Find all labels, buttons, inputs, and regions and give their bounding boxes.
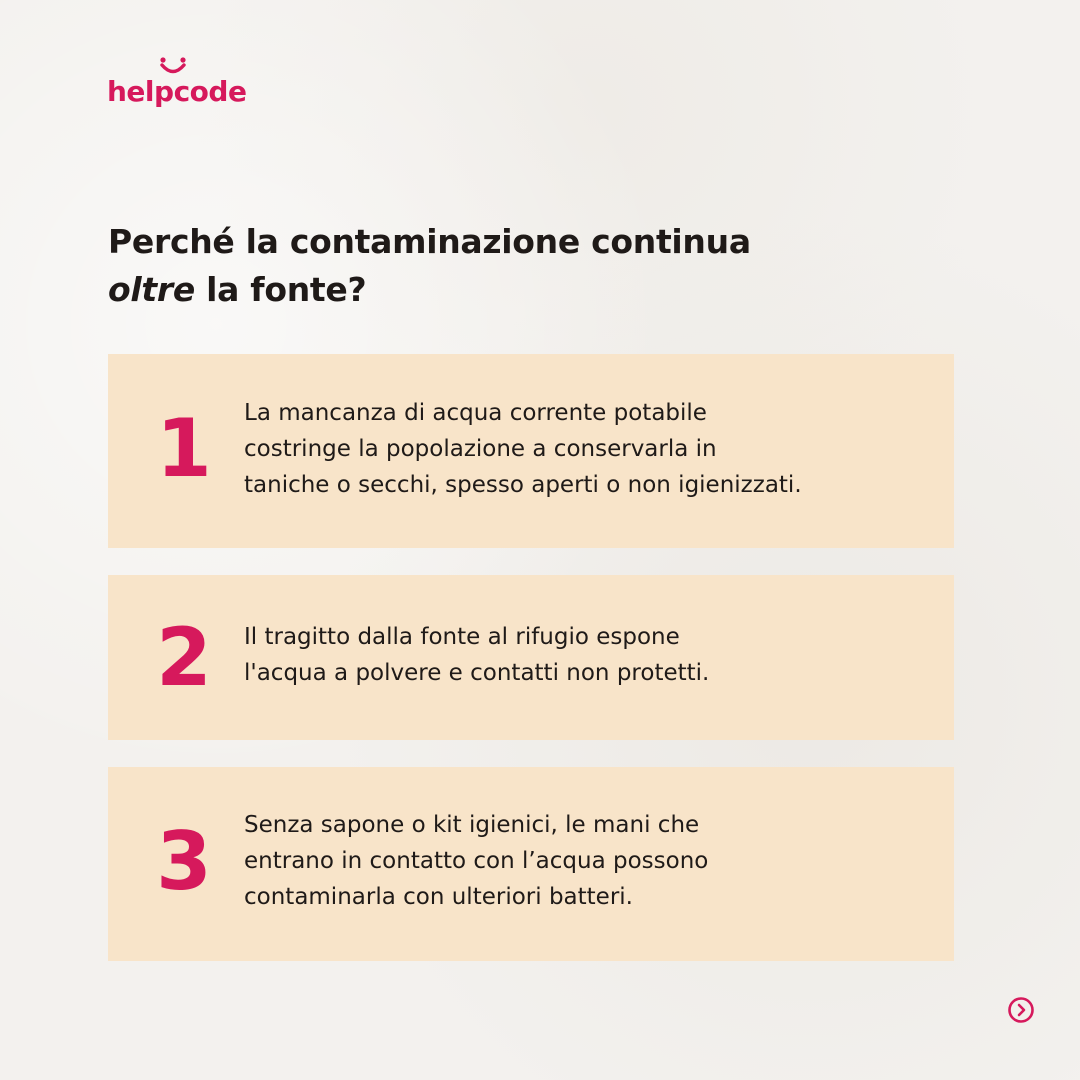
- next-slide-button[interactable]: [1007, 996, 1035, 1024]
- reason-text-line: costringe la popolazione a conservarla in: [244, 436, 717, 462]
- page-title-line-2: [108, 266, 968, 314]
- reason-text-line: Senza sapone o kit igienici, le mani che: [244, 812, 700, 838]
- chevron-right-circle-icon: [1007, 996, 1035, 1024]
- reason-text-line: l'acqua a polvere e contatti non protetti.: [244, 660, 710, 686]
- reason-card-3: [108, 767, 954, 961]
- reason-card-1: [108, 354, 954, 548]
- reason-text-line: entrano in contatto con l’acqua possono: [244, 848, 709, 874]
- helpcode-logo: [107, 56, 247, 116]
- reason-card-2: [108, 575, 954, 740]
- reason-text: [244, 807, 944, 915]
- reason-text-line: La mancanza di acqua corrente potabile: [244, 400, 707, 426]
- reason-text-line: taniche o secchi, spesso aperti o non igienizzati.: [244, 472, 802, 498]
- reason-text: [244, 395, 944, 503]
- reason-text: [244, 619, 944, 691]
- reason-number: 1: [156, 402, 212, 495]
- reason-text-line: contaminarla con ulteriori batteri.: [244, 884, 633, 910]
- reason-number: 2: [156, 611, 212, 704]
- reason-text-line: Il tragitto dalla fonte al rifugio espone: [244, 624, 680, 650]
- reason-number: 3: [156, 815, 212, 908]
- logo-wordmark: helpcode: [107, 75, 247, 108]
- page-title-emphasis: oltre: [108, 270, 195, 309]
- page-title-line-1: Perché la contaminazione continua: [108, 222, 751, 261]
- page-title: [108, 218, 968, 314]
- smile-icon: [157, 56, 189, 76]
- page-title-rest: la fonte?: [194, 270, 367, 309]
